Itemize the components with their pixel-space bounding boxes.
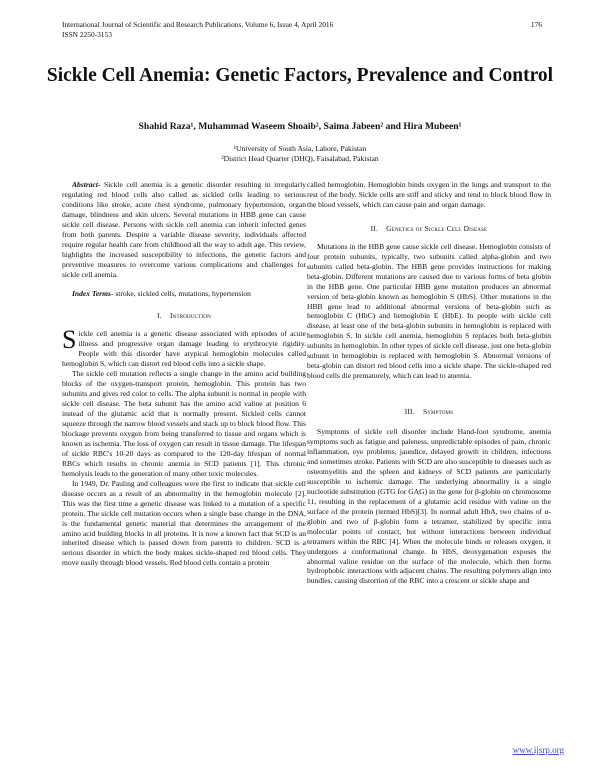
abstract-text: Sickle cell anemia is a genetic disorder resulting in irregularly regulating red blood cells also called as sickled cells leading to serious conditions like stroke, acute chest syndrome, pulmonary hypertension, organ damage, blindness and skin ulcers. Several mutations in HBB gene can cause sickle cell disease. Persons with sickle cell anemia can inherit infected genes from both parents. Despite a variable disease severity, individuals affected require regular health care from childhood all the way to adult age. This review, highlights the increased susceptibility to infections, the genetic factors and preventive measures to overcome various complications and challenges for sickle cell anemia. <box>62 180 306 279</box>
section-heading-symptoms <box>307 407 551 417</box>
index-terms-text: - stroke, sickled cells, mutations, hypertension <box>110 288 251 298</box>
genetics-paragraph: Mutations in the HBB gene cause sickle cell disease. Hemoglobin consists of four protein subunits, typically, two subunits called alpha-globin and two subunits called beta-globin. The HBB gene provides instructions for making beta-globin. Different mutations are caused due to various forms of beta globin in the HBB gene. One particular HBB gene mutation produces an abnormal version of beta-globin known as hemoglobin S (HbS). Other mutations in the HBB gene lead to additional abnormal versions of beta-globin such as hemoglobin C (HbC) and hemoglobin E (HbE). In people with sickle cell disease, at least one of the beta-globin subunits in hemoglobin is replaced with hemoglobin S. In sickle cell anemia, hemoglobin S replaces both beta-globin subunits in hemoglobin. In other types of sickle cell disease, just one beta-globin subunit in hemoglobin is replaced with hemoglobin S. Abnormal versions of beta-globin can distort red blood cells into a sickle shape. The sickle-shaped red blood cells die prematurely, which can lead to anemia. <box>307 241 551 381</box>
journal-website-link[interactable]: www.ijsrp.org <box>512 745 564 755</box>
section-title: Genetics of Sickle Cell Disease <box>386 223 488 233</box>
intro-paragraph-3: In 1949, Dr. Pauling and colleagues were the first to indicate that sickle cell disease occurs as a result of an abnormality in the hemoglobin molecule [2]. This was the first time a genetic disease was linked to a mutation of a specific protein. The sickle cell mutation occurs when a single base change in the DNA, is the fundamental genetic material that determines the arrangement of the amino acid building blocks in all proteins. It is now a known fact that SCD is an inherited disease which is passed down from parents to children. SCD is a serious disorder in which the body makes sickle-shaped red blood cells. They move easily through blood vessels. Red blood cells contain a protein <box>62 478 306 568</box>
symptoms-paragraph: Symptoms of sickle cell disorder include Hand-foot syndrome, anemia symptoms such as fatigue and paleness, unpredictable episodes of pain, chronic inflammation, eye problems, jaundice, delayed growth in children, infections and sometimes stroke. Patients with SCD are also susceptible to diseases such as osteomyelitis and the spleen and kidneys of SCD patients are particularly susceptible to ischemic damage. The underlying abnormality is a single nucleotide substitution (GTG for GAG) in the gene for β-globin on chromosome 11, resulting in the replacement of a glutamic acid residue with valine on the surface of the protein (termed HbS)[3]. In normal adult HbA, two chains of α-globin and two of β-globin form a tetramer, stabilized by specific intra molecular points of contact, but without interactions between individual tetramers within the RBC [4]. When the molecule binds or releases oxygen, it undergoes a conformational change. In HbS, deoxygenation exposes the abnormal valine residue on the surface of the molecule, which then forms hydrophobic interactions with adjacent chains. The resulting polymers align into bundles, causing distortion of the RBC into a crescent or sickle shape and <box>307 427 551 586</box>
section-number: III. <box>404 407 415 417</box>
abstract <box>62 180 306 280</box>
page-number: 176 <box>530 20 542 29</box>
index-terms <box>62 289 306 299</box>
journal-header <box>62 20 542 39</box>
section-title: Symptoms <box>422 407 454 417</box>
abstract-label: Abstract- <box>72 180 101 189</box>
left-column <box>62 180 306 568</box>
index-terms-label: Index Terms <box>72 288 111 298</box>
section-number: I. <box>157 311 162 321</box>
right-column <box>307 180 551 586</box>
affiliation-1: ¹University of South Asia, Lahore, Pakistan <box>233 144 367 153</box>
drop-cap: S <box>62 325 77 355</box>
paper-title: Sickle Cell Anemia: Genetic Factors, Prevalence and Control <box>46 65 554 86</box>
section-heading-genetics <box>307 224 551 234</box>
intro-paragraph-2: The sickle cell mutation reflects a single change in the amino acid building blocks of the oxygen-transport protein, hemoglobin. This protein has two subunits and gives red color to cells. The alpha subunit is normal in people with sickle cell disease. The beta subunit has the amino acid valine at position 6 instead of the glutamic acid that is normally present. Sickled cells cannot squeeze through the narrow blood vessels and stack up to block blood flow. This blockage prevents oxygen from being transferred to tissue and organs which is known as ischemia. The loss of oxygen can result in tissue damage. The lifespan of sickle RBC's 10-20 days as compared to the 120-day lifespan of normal RBCs which results in chronic anemia in SCD patients [1]. This chronic hemolysis leads to the generation of many other toxic molecules. <box>62 369 306 478</box>
intro-paragraph-1: Sickle cell anemia is a genetic disease associated with episodes of acute illness and progressive organ damage leading to erythrocyte rigidity. People with this disorder have atypical hemoglobin molecules called hemoglobin S, which can distort red blood cells into a sickle shape. <box>62 325 306 369</box>
issn: ISSN 2250-3153 <box>62 29 112 39</box>
section-number: II. <box>370 223 379 233</box>
section-title: Introduction <box>169 311 211 321</box>
affiliation-2: ²District Head Quarter (DHQ), Faisalabad, Pakistan <box>221 154 379 163</box>
journal-name: International Journal of Scientific and Research Publications, Volume 6, Issue 4, April 2016 <box>62 20 334 29</box>
section-heading-introduction <box>62 311 306 321</box>
intro-paragraph-3-continued: called hemoglobin. Hemoglobin binds oxygen in the lungs and transport to the rest of the body. Sickle cells are stiff and sticky and tend to block blood flow in the blood vessels, which can cause pain and organ damage. <box>307 180 551 209</box>
affiliations <box>40 144 560 164</box>
author-list: Shahid Raza¹, Muhammad Waseem Shoaib², Saima Jabeen² and Hira Mubeen¹ <box>138 121 462 132</box>
